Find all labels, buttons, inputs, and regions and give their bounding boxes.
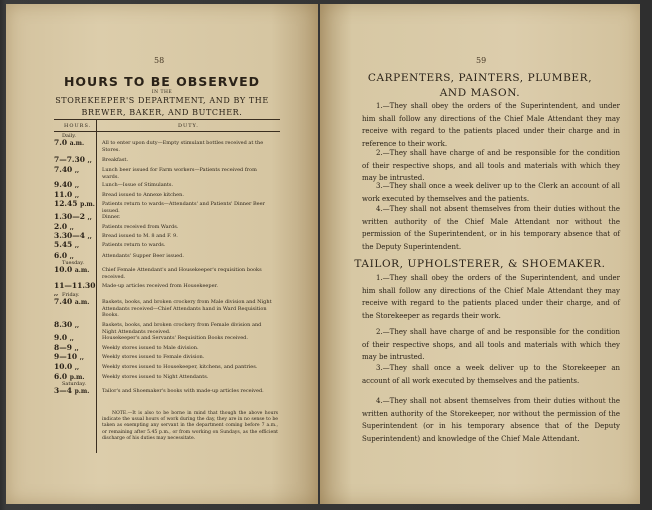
duty-cell: Breakfast. (102, 157, 129, 163)
time-suffix: ,, (69, 253, 74, 260)
time-suffix: a.m. (74, 299, 90, 306)
duty-cell: Attendants' Supper Beer issued. (102, 253, 184, 259)
header-duty: DUTY. (178, 123, 199, 129)
time-cell (54, 201, 98, 209)
table-top-rule (54, 119, 280, 120)
right-page (320, 4, 640, 504)
duty-cell: Weekly stores issued to Female division. (102, 354, 205, 360)
time-suffix: ,, (69, 224, 74, 231)
tailor-rule-3: 3.—They shall once a week deliver up to the Storekeeper an account of all work executed by themselves and the patients. (362, 364, 620, 385)
time-suffix: ,, (87, 157, 92, 164)
left-page (6, 4, 318, 504)
time-suffix: ,, (74, 322, 80, 329)
time-value: 1.30—2 (54, 212, 85, 221)
time-suffix: ,, (69, 335, 74, 342)
duty-cell: Patients return to wards. (102, 242, 166, 248)
tailor-rule-1: 1.—They shall obey the orders of the Superintendent, and under him shall follow any directions of the Chief Male Attendant they may receive with regard to the patients placed under their charge, and of the Storekeeper as regards their work. (362, 274, 620, 320)
time-cell (54, 354, 98, 362)
time-value: 9.40 (54, 180, 73, 189)
time-value: 8.30 (54, 320, 73, 329)
time-suffix: p.m. (69, 374, 85, 381)
duty-cell: Bread issued to Annexe kitchen. (102, 192, 184, 198)
carpenters-rule-4: 4.—They shall not absent themselves from their duties without the written authority of the Chief Male Attendant nor without the permission of the Superintendent, or in his temporary absence that of the Deputy Superintendent. (362, 205, 620, 251)
duty-cell: Baskets, books, and broken crockery from Male division and Night Attendants received—Chief Attendants hand in Ward Requisition Books. (102, 299, 272, 318)
duty-cell: Chief Female Attendant's and Housekeeper's requisition books received. (102, 267, 262, 280)
time-suffix: ,, (74, 182, 80, 189)
duty-cell: Lunch beer issued for Farm workers—Patients received from wards. (102, 167, 257, 180)
in-the-label: IN THE (151, 90, 173, 95)
time-cell (54, 214, 98, 222)
heading-tailor: TAILOR, UPHOLSTERER, & SHOEMAKER. (354, 258, 606, 270)
table-header-rule (54, 131, 280, 132)
time-value: 9.0 (54, 333, 68, 342)
carpenters-rule-2: 2.—They shall have charge of and be responsible for the condition of their respective shops, and all tools and materials with which they may be intrusted. (362, 149, 620, 183)
page-title: HOURS TO BE OBSERVED (63, 74, 261, 89)
time-cell (54, 242, 98, 250)
time-value: 11.0 (54, 190, 73, 199)
time-value: 11—11.30 (54, 281, 96, 290)
tailor-rule-2: 2.—They shall have charge of and be responsible for the condition of their respective shops, and all tools and materials with which they may be intrusted. (362, 328, 620, 362)
duty-cell: Weekly stores issued to Night Attendants. (102, 374, 209, 380)
time-value: 3.30—4 (54, 231, 85, 240)
time-cell (54, 267, 98, 275)
day-label: Friday. (62, 292, 80, 298)
duty-cell: Made-up articles received from Housekeeper. (102, 283, 218, 289)
time-value: 9—10 (54, 352, 78, 361)
duty-cell: Weekly stores issued to Housekeeper, kitchens, and pantries. (102, 364, 258, 370)
duty-cell: Dinner. (102, 214, 121, 220)
time-suffix: ,, (74, 192, 80, 199)
heading-carpenters-line-2: AND MASON. (439, 87, 521, 99)
time-value: 3—4 (54, 386, 72, 395)
time-cell (54, 335, 98, 343)
time-value: 10.0 (54, 362, 73, 371)
duty-cell: Weekly stores issued to Male division. (102, 345, 199, 351)
time-value: 7.0 (54, 138, 68, 147)
time-value: 7.40 (54, 165, 73, 174)
time-suffix: ,, (54, 289, 59, 297)
time-cell (54, 182, 98, 190)
day-label: Tuesday. (62, 260, 85, 266)
page-number-left: 58 (154, 56, 165, 65)
time-suffix: ,, (74, 167, 80, 174)
subtitle-line-1: STOREKEEPER'S DEPARTMENT, AND BY THE (55, 96, 269, 105)
time-value: 6.0 (54, 372, 68, 381)
page-number-right: 59 (476, 56, 487, 65)
day-label: Daily. (62, 133, 76, 139)
time-cell (54, 388, 98, 396)
time-cell (54, 140, 98, 148)
duty-cell: Bread issued to M. 8 and F. 9. (102, 233, 178, 239)
subtitle-line-2: BREWER, BAKER, AND BUTCHER. (81, 108, 243, 117)
duty-cell: Tailor's and Shoemaker's books with made-up articles received. (102, 388, 264, 394)
time-value: 6.0 (54, 251, 68, 260)
duty-cell: Patients return to wards—Attendants' and Patients' Dinner Beer issued. (102, 201, 265, 214)
time-value: 7.40 (54, 297, 73, 306)
time-cell (54, 322, 98, 330)
time-cell (54, 364, 98, 372)
time-value: 7—7.30 (54, 155, 85, 164)
carpenters-rule-3: 3.—They shall once a week deliver up to the Clerk an account of all work executed by themselves and the patients. (362, 182, 620, 203)
duty-cell: Baskets, books, and broken crockery from Female division and Night Attendants received. (102, 322, 262, 335)
carpenters-rule-1: 1.—They shall obey the orders of the Superintendent, and under him shall follow any directions of the Chief Male Attendant they may receive with regard to the patients placed under their charge and in reference to their work. (362, 102, 620, 148)
time-suffix: a.m. (74, 267, 90, 274)
duty-cell: Lunch—Issue of Stimulants. (102, 182, 174, 188)
time-value: 10.0 (54, 265, 73, 274)
time-suffix: ,, (74, 364, 80, 371)
time-value: 12.45 (54, 199, 78, 208)
time-suffix: p.m. (80, 201, 95, 208)
time-suffix: a.m. (69, 140, 85, 147)
note-paragraph: NOTE.—It is also to be borne in mind that though the above hours indicate the usual hours of work during the day, they are in no sense to be taken as exempting any servant in the department coming before 7 a.m., or remaining after 5.45 p.m., or from working on Sundays, as the efficient discharge of his duties may necessitate. (102, 411, 278, 441)
tailor-rule-4: 4.—They shall not absent themselves from their duties without the written authority of the Storekeeper, nor without the permission of the Superintendent (or in his temporary absence that of the Deputy Superintendent) and knowledge of the Chief Male Attendant. (362, 397, 620, 443)
duty-cell: Housekeeper's and Servants' Requisition Books received. (102, 335, 248, 341)
time-value: 5.45 (54, 240, 73, 249)
duty-cell: Patients received from Wards. (102, 224, 179, 230)
time-cell (54, 299, 98, 307)
time-cell (54, 167, 98, 175)
time-value: 8—9 (54, 343, 72, 352)
time-suffix: ,, (74, 242, 80, 249)
time-suffix: ,, (74, 345, 79, 352)
time-suffix: ,, (79, 354, 84, 361)
time-suffix: ,, (87, 233, 92, 240)
header-hours: HOURS. (64, 123, 92, 129)
time-value: 2.0 (54, 222, 68, 231)
time-cell (54, 157, 98, 165)
time-suffix: p.m. (74, 388, 90, 395)
day-label: Saturday. (62, 381, 86, 387)
heading-carpenters-line-1: CARPENTERS, PAINTERS, PLUMBER, (367, 72, 593, 84)
duty-cell: All to enter upon duty—Empty stimulant bottles received at the Stores. (102, 140, 264, 153)
time-suffix: ,, (87, 214, 92, 221)
